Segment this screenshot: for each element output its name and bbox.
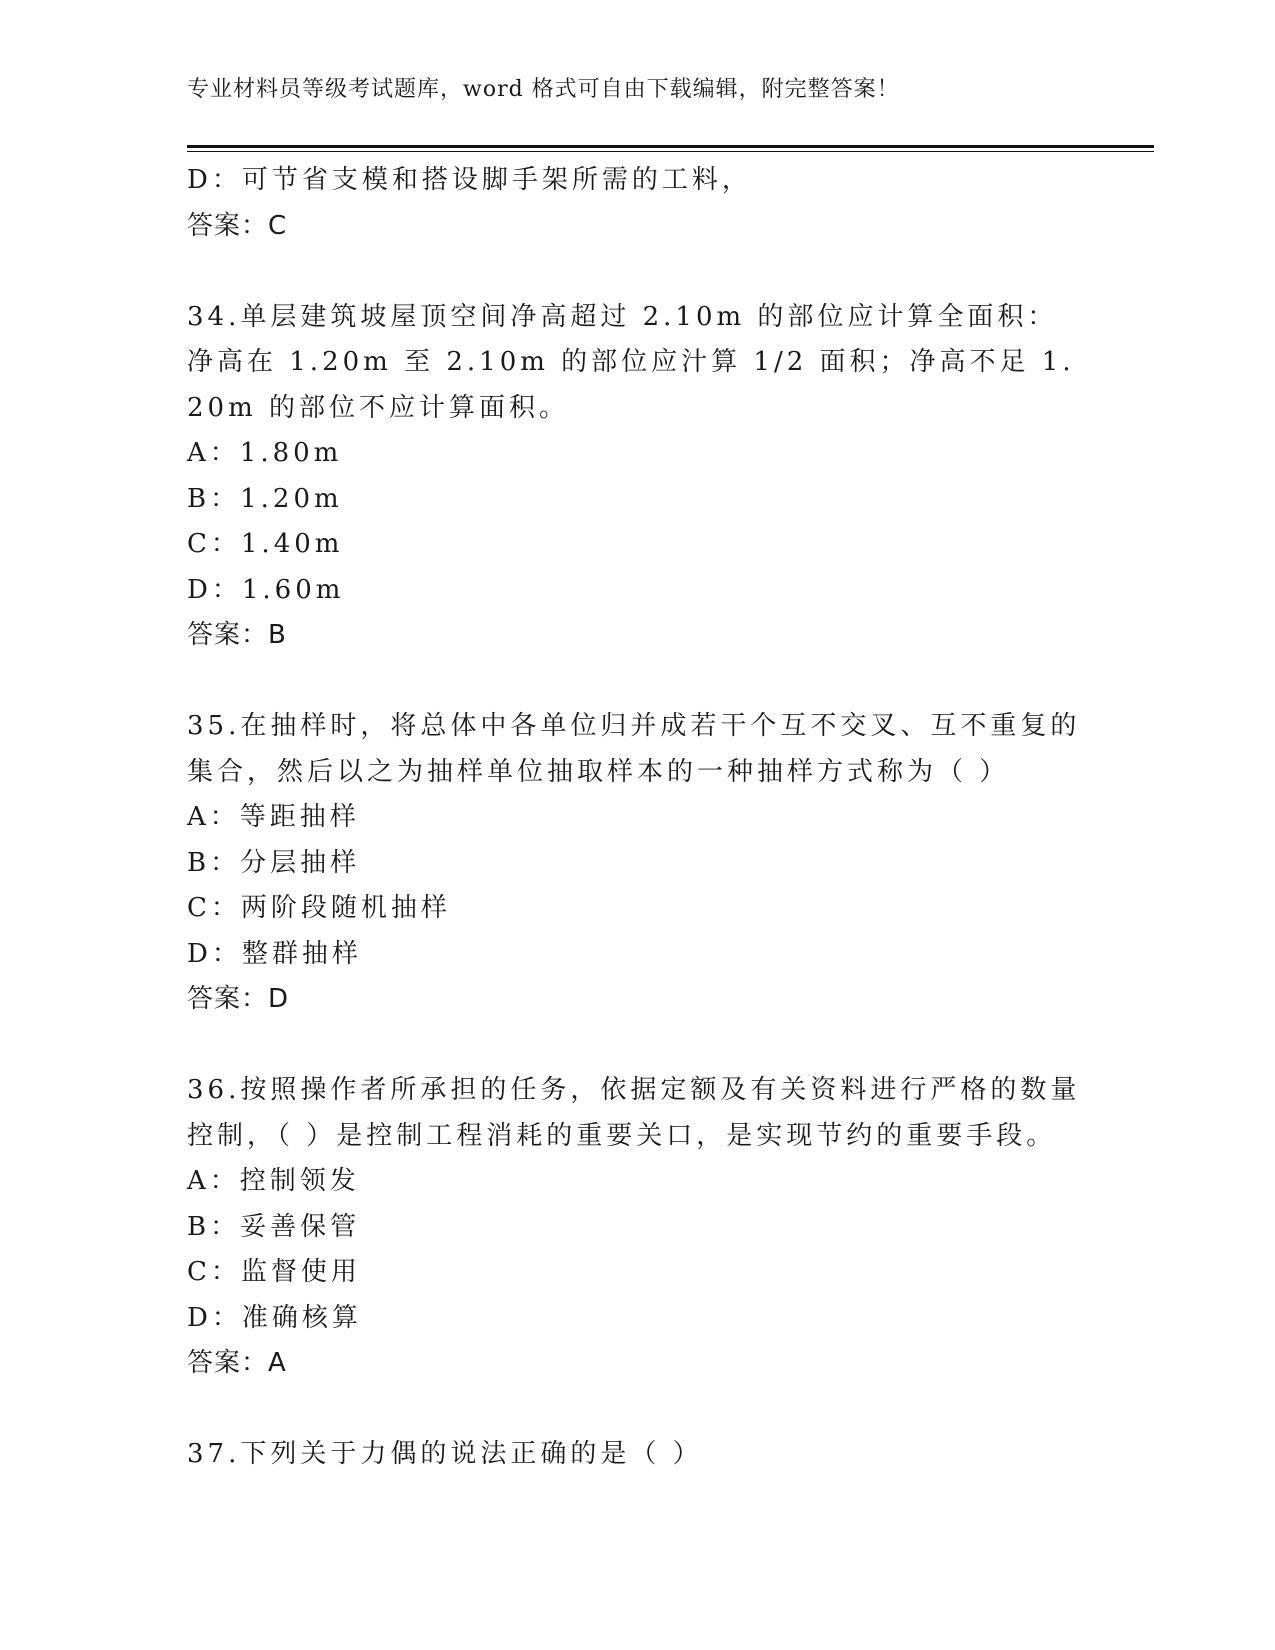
answer: 答案：D (187, 984, 290, 1014)
header-rule-thick (187, 145, 1154, 148)
question-stem: 35.在抽样时，将总体中各单位归并成若干个互不交叉、互不重复的集合，然后以之为抽样单位抽取样本的一种抽样方式称为（ ） (187, 711, 1081, 787)
option-d: D：整群抽样 (187, 938, 362, 969)
option-d: D：准确核算 (187, 1302, 362, 1333)
page-header: 专业材料员等级考试题库，word 格式可自由下载编辑，附完整答案！ (187, 77, 900, 102)
option-a: A：等距抽样 (187, 802, 360, 832)
option-a: A：控制领发 (187, 1166, 360, 1196)
option-c: C：监督使用 (187, 1257, 361, 1287)
header-rule-thin (187, 151, 1154, 152)
option-b: B：1.20m (187, 483, 343, 514)
answer: 答案：C (187, 210, 288, 241)
question-36 (187, 1068, 1087, 1387)
option-c: C：1.40m (187, 529, 344, 559)
option-a: A：1.80m (187, 438, 343, 468)
spacer (187, 1387, 1087, 1433)
question-34 (187, 295, 1087, 659)
option-c: C：两阶段随机抽样 (187, 893, 451, 923)
spacer (187, 249, 1087, 295)
option-d: D：可节省支模和搭设脚手架所需的工料， (187, 165, 752, 195)
question-stem: 34.单层建筑坡屋顶空间净高超过 2.10m 的部位应计算全面积：净高在 1.20m 至 2.10m 的部位应汁算 1/2 面积；净高不足 1.20m 的部位不应计算面积。 (187, 301, 1075, 423)
question-stem: 37.下列关于力偶的说法正确的是（ ） (187, 1439, 703, 1469)
document-body (187, 158, 1087, 1478)
option-b: B：分层抽样 (187, 847, 361, 878)
spacer (187, 659, 1087, 705)
question-stem: 36.按照操作者所承担的任务，依据定额及有关资料进行严格的数量控制，（ ）是控制工程消耗的重要关口，是实现节约的重要手段。 (187, 1075, 1081, 1151)
answer: 答案：A (187, 1348, 287, 1378)
answer: 答案：B (187, 620, 287, 650)
spacer (187, 1023, 1087, 1069)
question-37 (187, 1432, 1087, 1478)
option-d: D：1.60m (187, 574, 345, 605)
question-35 (187, 704, 1087, 1023)
option-b: B：妥善保管 (187, 1211, 361, 1242)
